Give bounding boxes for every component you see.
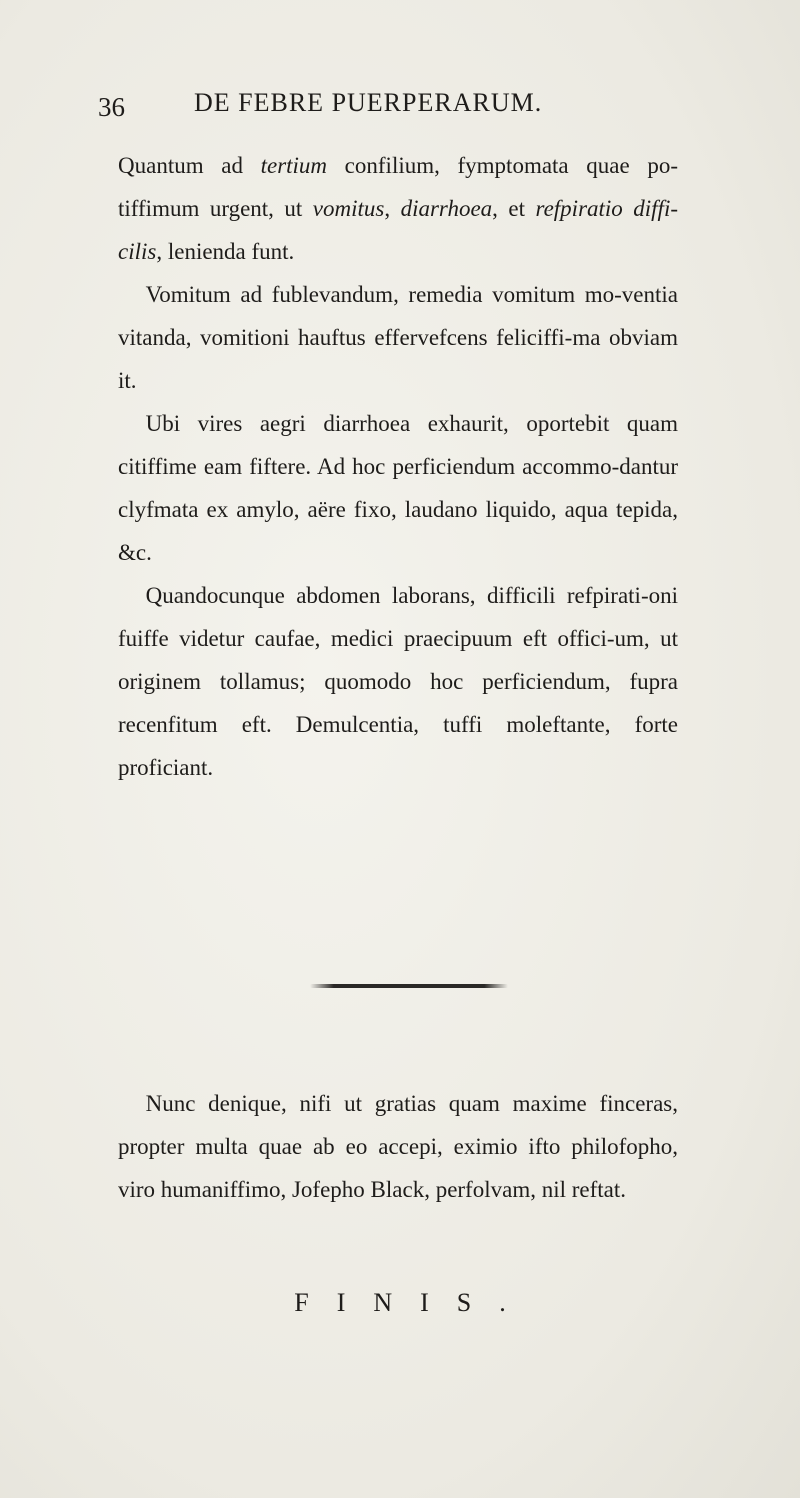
- page-number: 36: [98, 92, 125, 122]
- text-run: , lenienda funt.: [156, 239, 295, 264]
- paragraph-abdomen: Quandocunque abdomen laborans, difficili refpirati-oni fuiffe videtur caufae, medici praecipuum eft offici-um, ut originem tollamus; quomodo hoc perficiendum, fupra recenfitum eft. Demulcentia, tuffi moleftante, forte proficiant.: [118, 583, 678, 780]
- paragraph-tertium-consilium: [118, 144, 678, 273]
- text-run: , et: [492, 196, 536, 221]
- finis-colophon: FINIS.: [294, 1288, 534, 1317]
- paragraph-vomitum: Vomitum ad fublevandum, remedia vomitum mo-ventia vitanda, vomitioni hauftus effervefcens feliciffi-ma obviam it.: [118, 282, 678, 393]
- text-run: confilium, fymptomata quae po-tiffimum urgent, ut: [118, 153, 678, 221]
- closing-text: [118, 1082, 678, 1211]
- running-title: DE FEBRE PUERPERARUM.: [194, 88, 543, 117]
- paragraph-gratias: Nunc denique, nifi ut gratias quam maxime finceras, propter multa quae ab eo accepi, eximio ifto philofopho, viro humaniffimo, Jofepho Black, perfolvam, nil reftat.: [118, 1091, 678, 1202]
- page-header: [98, 88, 658, 132]
- italic-term: diarrhoea: [400, 196, 493, 221]
- italic-term: vomitus: [312, 196, 385, 221]
- italic-term: tertium: [260, 153, 328, 178]
- text-run: ,: [384, 196, 401, 221]
- main-text: [118, 144, 678, 789]
- italic-term: refpiratio diffi-cilis: [118, 196, 678, 264]
- text-run: Quantum ad: [118, 153, 261, 178]
- section-divider: [310, 984, 508, 988]
- paragraph-diarrhoea: Ubi vires aegri diarrhoea exhaurit, oportebit quam citiffime eam fiftere. Ad hoc perficiendum accommo-dantur clyfmata ex amylo, aëre fixo, laudano liquido, aqua tepida, &c.: [118, 411, 678, 565]
